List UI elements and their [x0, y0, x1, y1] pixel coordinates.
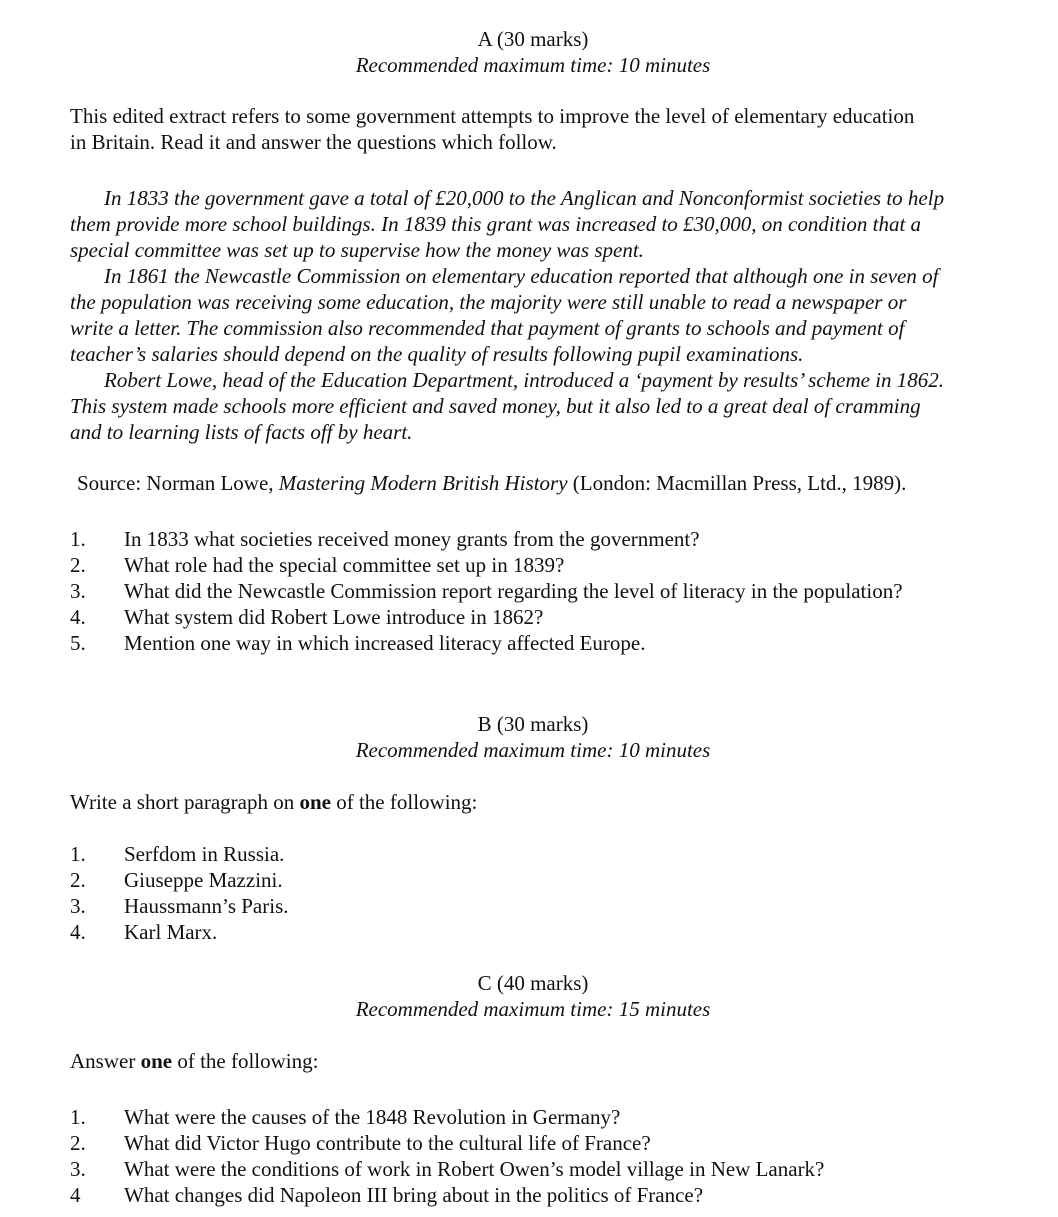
question-text: Mention one way in which increased literacy affected Europe.	[124, 631, 646, 655]
extract-line: teacher’s salaries should depend on the quality of results following pupil examinations.	[70, 342, 804, 366]
section-c-instruction	[70, 1048, 318, 1074]
extract-line: and to learning lists of facts off by heart.	[70, 420, 413, 444]
item-text: What did Victor Hugo contribute to the cultural life of France?	[124, 1131, 651, 1155]
section-a-heading: A (30 marks)	[477, 27, 589, 51]
source-citation	[77, 470, 906, 496]
item-number: 4.	[70, 920, 86, 944]
item-text: What were the causes of the 1848 Revolution in Germany?	[124, 1105, 621, 1129]
section-c-time: Recommended maximum time: 15 minutes	[355, 997, 711, 1021]
extract-line: write a letter. The commission also recommended that payment of grants to schools and payment of	[70, 316, 905, 340]
source-prefix: Source: Norman Lowe,	[77, 471, 279, 495]
extract-line: them provide more school buildings. In 1839 this grant was increased to £30,000, on condition that a	[70, 212, 922, 236]
question-text: What system did Robert Lowe introduce in 1862?	[124, 605, 544, 629]
item-number: 2.	[70, 868, 86, 892]
section-c-heading: C (40 marks)	[477, 971, 589, 995]
instruction-prefix: Write a short paragraph on	[70, 790, 300, 814]
item-text: Giuseppe Mazzini.	[124, 868, 283, 892]
section-b-instruction	[70, 789, 477, 815]
section-a-time: Recommended maximum time: 10 minutes	[355, 53, 711, 77]
section-b-heading: B (30 marks)	[477, 712, 589, 736]
source-title: Mastering Modern British History	[278, 471, 568, 495]
extract-line: special committee was set up to supervise how the money was spent.	[70, 238, 644, 262]
extract-line: the population was receiving some education, the majority were still unable to read a newspaper or	[70, 290, 907, 314]
question-text: What did the Newcastle Commission report regarding the level of literacy in the population?	[124, 579, 903, 603]
item-number: 1.	[70, 1105, 86, 1129]
section-a-intro-line-1: This edited extract refers to some government attempts to improve the level of elementary education	[70, 104, 915, 128]
item-text: Serfdom in Russia.	[124, 842, 285, 866]
item-number: 3.	[70, 1157, 86, 1181]
question-text: What role had the special committee set up in 1839?	[124, 553, 565, 577]
extract-line: This system made schools more efficient and saved money, but it also led to a great deal of cramming	[70, 394, 921, 418]
instruction-suffix: of the following:	[172, 1049, 319, 1073]
instruction-emphasis: one	[140, 1049, 173, 1073]
instruction-suffix: of the following:	[330, 790, 478, 814]
section-b-time: Recommended maximum time: 10 minutes	[355, 738, 711, 762]
item-text: What were the conditions of work in Robert Owen’s model village in New Lanark?	[124, 1157, 825, 1181]
question-number: 3.	[70, 579, 86, 603]
instruction-emphasis: one	[299, 790, 331, 814]
extract-line: In 1861 the Newcastle Commission on elementary education reported that although one in seven of	[104, 264, 939, 288]
question-number: 5.	[70, 631, 86, 655]
section-a-intro-line-2: in Britain. Read it and answer the questions which follow.	[70, 130, 557, 154]
question-text: In 1833 what societies received money grants from the government?	[124, 527, 700, 551]
instruction-prefix: Answer	[70, 1049, 141, 1073]
question-number: 1.	[70, 527, 86, 551]
item-number: 4	[70, 1183, 81, 1207]
item-text: What changes did Napoleon III bring about in the politics of France?	[124, 1183, 704, 1207]
item-text: Karl Marx.	[124, 920, 218, 944]
item-number: 3.	[70, 894, 86, 918]
item-text: Haussmann’s Paris.	[124, 894, 289, 918]
question-number: 2.	[70, 553, 86, 577]
source-suffix: (London: Macmillan Press, Ltd., 1989).	[567, 471, 907, 495]
extract-line: Robert Lowe, head of the Education Department, introduced a ‘payment by results’ scheme in 1862.	[104, 368, 945, 392]
extract-line: In 1833 the government gave a total of £20,000 to the Anglican and Nonconformist societies to help	[104, 186, 945, 210]
item-number: 2.	[70, 1131, 86, 1155]
question-number: 4.	[70, 605, 86, 629]
item-number: 1.	[70, 842, 86, 866]
